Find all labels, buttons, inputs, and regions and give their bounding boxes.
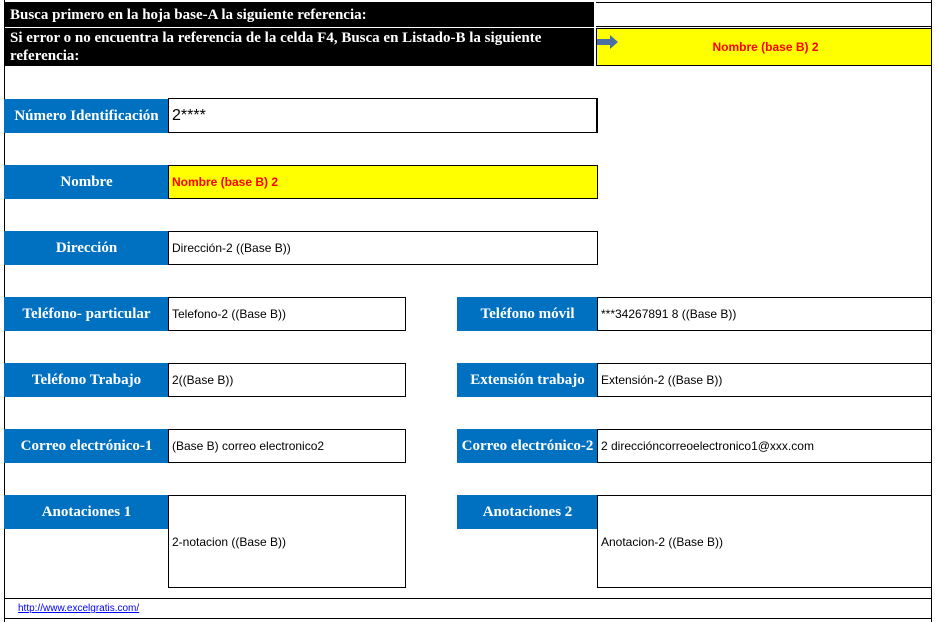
correo-electronico-1-label: Correo electrónico-1	[4, 429, 169, 463]
telefono-particular-label: Teléfono- particular	[4, 297, 169, 331]
direccion-field[interactable]: Dirección-2 ((Base B))	[168, 231, 598, 265]
excelgratis-link[interactable]: http://www.excelgratis.com/	[18, 603, 140, 614]
reference-value-2: Nombre (base B) 2	[712, 40, 819, 54]
extension-trabajo-field[interactable]: Extensión-2 ((Base B))	[597, 363, 932, 397]
telefono-trabajo-label: Teléfono Trabajo	[4, 363, 169, 397]
numero-identificacion-input[interactable]: 2****	[168, 98, 598, 133]
telefono-particular-field[interactable]: Telefono-2 ((Base B))	[168, 297, 406, 331]
nombre-field[interactable]: Nombre (base B) 2	[168, 165, 598, 199]
footer-bottom-border	[4, 618, 932, 619]
correo-electronico-1-field[interactable]: (Base B) correo electronico2	[168, 429, 406, 463]
nombre-label: Nombre	[4, 165, 169, 199]
telefono-movil-label: Teléfono móvil	[457, 297, 598, 331]
numero-identificacion-label: Número Identificación	[4, 99, 169, 133]
reference-cell-2[interactable]	[596, 28, 932, 66]
reference-cell-1[interactable]	[596, 2, 932, 27]
telefono-trabajo-field[interactable]: 2((Base B))	[168, 363, 406, 397]
extension-trabajo-label: Extensión trabajo	[457, 363, 598, 397]
right-arrow-icon	[597, 34, 619, 50]
footer-top-border	[4, 598, 932, 599]
anotaciones-2-field[interactable]: Anotacion-2 ((Base B))	[597, 495, 932, 588]
anotaciones-2-label: Anotaciones 2	[457, 495, 598, 529]
search-instruction-1: Busca primero en la hoja base-A la siguiente referencia:	[4, 2, 594, 27]
direccion-label: Dirección	[4, 231, 169, 265]
telefono-movil-field[interactable]: ***34267891 8 ((Base B))	[597, 297, 932, 331]
correo-electronico-2-label: Correo electrónico-2	[457, 429, 598, 463]
search-instruction-2: Si error o no encuentra la referencia de la celda F4, Busca en Listado-B la siguiente referencia:	[4, 28, 594, 66]
anotaciones-1-label: Anotaciones 1	[4, 495, 169, 529]
anotaciones-1-field[interactable]: 2-notacion ((Base B))	[168, 495, 406, 588]
correo-electronico-2-field[interactable]: 2 direccióncorreoelectronico1@xxx.com	[597, 429, 932, 463]
